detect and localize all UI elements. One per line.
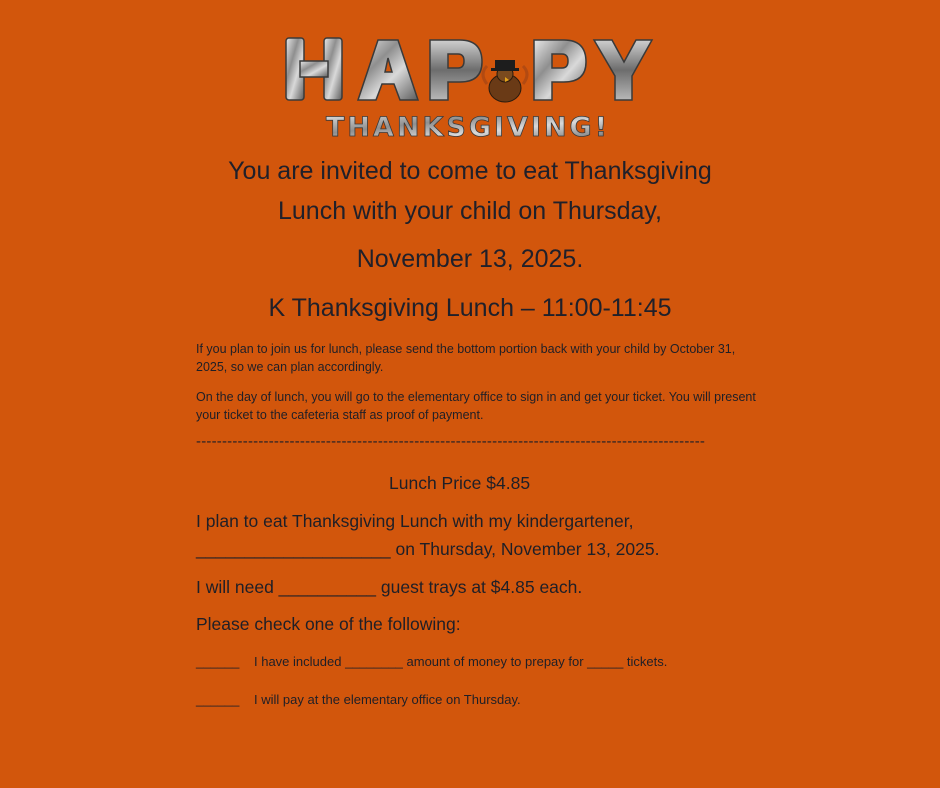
payment-option-prepay xyxy=(196,653,667,671)
logo-letter-y xyxy=(594,40,652,100)
logo-letter-a xyxy=(358,40,418,100)
logo-letter-h xyxy=(286,38,342,100)
check-prompt: Please check one of the following: xyxy=(196,614,461,634)
instructions-paragraph-2: On the day of lunch, you will go to the elementary office to sign in and get your ticket. You will present your ticket to the cafeteria staff as proof of payment. xyxy=(196,390,756,422)
happy-thanksgiving-logo xyxy=(282,34,654,144)
lunch-time: K Thanksgiving Lunch – 11:00-11:45 xyxy=(268,294,672,322)
invite-line-1: You are invited to come to eat Thanksgiving xyxy=(228,157,712,185)
option-1-text: I have included ________ amount of money to prepay for _____ tickets. xyxy=(254,654,668,669)
invite-line-2: Lunch with your child on Thursday, xyxy=(277,197,662,225)
logo-letter-p2 xyxy=(534,40,586,100)
plan-line-2: ____________________ on Thursday, November 13, 2025. xyxy=(196,539,660,559)
turkey-icon xyxy=(483,60,527,102)
option-2-text: I will pay at the elementary office on Thursday. xyxy=(254,692,521,707)
invite-date: November 13, 2025. xyxy=(356,245,584,273)
cut-line-divider: -------------------------------------------------------------------------------------------------- xyxy=(196,433,706,449)
lunch-price: Lunch Price $4.85 xyxy=(389,473,531,493)
logo-thanksgiving-text: THANKSGIVING! xyxy=(325,112,611,143)
guest-trays-line: I will need __________ guest trays at $4.85 each. xyxy=(196,577,583,597)
logo-letter-p1 xyxy=(430,40,482,100)
option-1-blank: ______ xyxy=(196,654,240,669)
instructions-paragraph-1: If you plan to join us for lunch, please send the bottom portion back with your child by October 31, 2025, so we can plan accordingly. xyxy=(196,342,736,374)
plan-line-1: I plan to eat Thanksgiving Lunch with my kindergartener, xyxy=(196,511,634,531)
payment-option-office xyxy=(196,691,521,709)
option-2-blank: ______ xyxy=(196,692,240,707)
